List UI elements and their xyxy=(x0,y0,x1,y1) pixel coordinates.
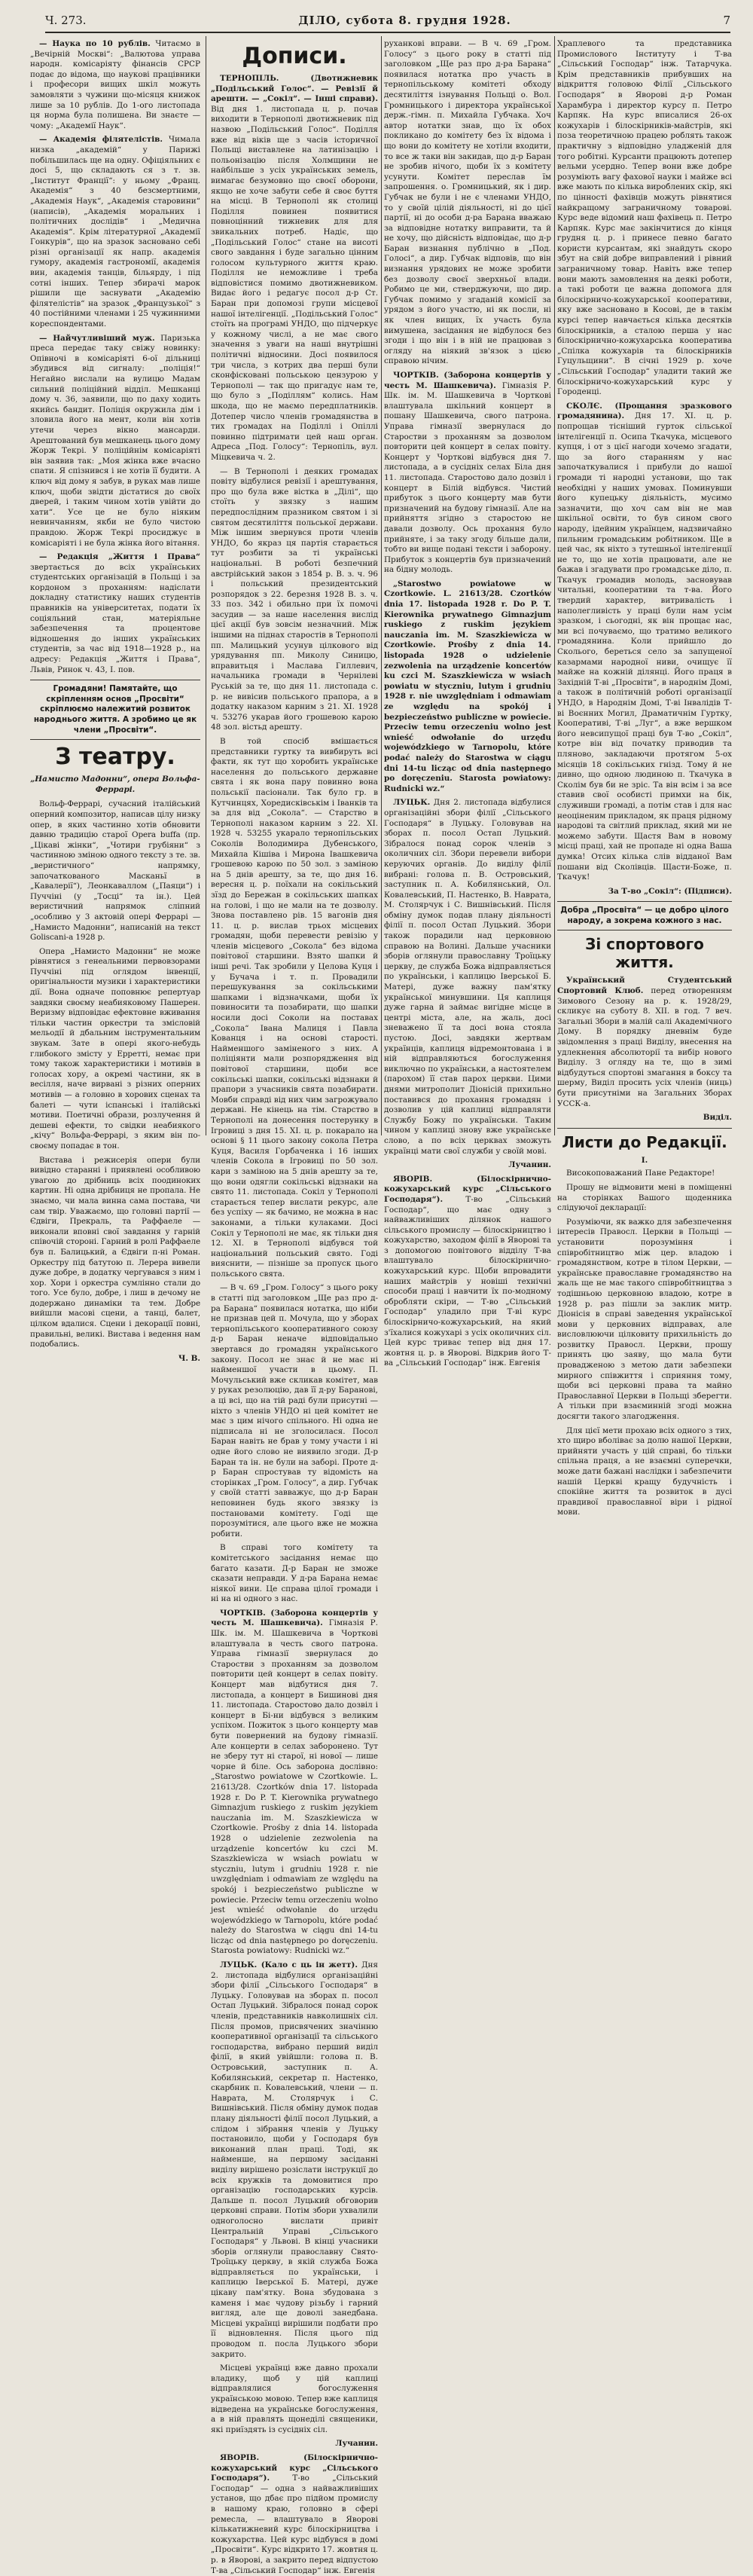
report-lead: ЛУЦЬК. xyxy=(393,798,431,808)
report-paragraph: — В Тернополі і деяких громадах повіту відбулися ревізії і арештування, про що була вже вістка в „Ділі“, що стоїть у звязку з нашим передпослідним празником святом і зі святом десятиліття польської держави. Між іншим звернувся проти членів УНДО, бо якраз ця партія старається тут розбити за ті українські національні. В роботі безпечний австрійський закон з 1854 р. В. з. ч. 96 і польський президентський розпорядок з 22. березня 1928 В. з. ч. 33 поз. 342 і обильно при їх помочі засудив — за наше населення вислід цієї акції був зовсім незначний. Між іншими на піднах старостів в Тернополі пп. Малицький усунув цілкового від урядування пп. Миколу Синицю, вправитьця і Маслава Гиллевич, начальника громади в Чернілеві Руській за те, що дня 11. листопада с. р. не вивісив польського прапора, а в додатку наказом карним з 21. XI. 1928 ч. 53276 укарав його грошевою карою 48 зол. вістьд арешту. xyxy=(211,466,378,732)
report-lead: ЛУЦЬК. (Кало с ць ін жетт). xyxy=(220,1960,358,1970)
report-text: Гімназія Р. Шк. ім. М. Шашкевича в Чорткові влаштувала шкільний концерт в пошану Шашкевича, свого патрона. Управа гімназії звернулася до Старостви з проханням за дозволом повторити цей концерт в селах повіту. Концерт у Чорткові відбувся дня 7. листопада, а в сусідніх селах Біла дня 11. листопада. Старостово дало дозвіл і концерт в Білій відбувся. Чистий прибуток з цього концерту мав бути призначений на будову гімназії. Але на прийняття згідно з старостою не давали дозволу. Ось прохання було прийняте, і за таку згоду більше дали, тобто ви вище подані тексти і заборону. Прибуток з концертів був призначений на бідну молодь. xyxy=(384,380,551,575)
news-item-lead: — Наука по 10 рублів. xyxy=(39,39,151,48)
letter-number: I. xyxy=(641,1155,648,1165)
letter-paragraph: Прошу не відмовити мені в поміщенні на сторінках Вашого щоденника слідуючої декларації: xyxy=(557,1182,732,1213)
news-item xyxy=(30,135,200,329)
report-paragraph xyxy=(557,402,732,883)
report-text: Т-во „Сільський Господар“, що має одну з найважливіших ділянок нашого сільського промислу — білоскірництво і кожухарство, заходом філії в Яворові та з допомогою повітового відділу Т-ва влаштувало білоскірнично-кожухарський курс. Щоби впровадити наших майстрів у новіші технічні способи праці і навчити їх по-модному обробляти скіри, — Т-во „Сільський Господар“ уладило при Т-ві курс білоскірничо-кожухарський, на який з'їхалися кожухарі з усіх околичних сіл. Цей курс триває тепер від дня 17. жовтня ц. р. в Яворові. Відкрив його Т-ва „Сільський Господар“ інж. Евгенія xyxy=(384,1194,551,1368)
letter-paragraph: Розуміючи, як важко для забезпечення інтересів Правосл. Церкви в Польщі — установити порозуміння і співробітництво між цер. владою і громадянством, котре в тілом Церкви, — українське православне громадянство на жаль ще не має такого співробітництва з тодішньою церковною владою, котре в 1928 р. раз пішли за заклик митр. Діонісія в справі заведення української мови у церковних відправах, але висловлюючи цілковиту прихильність до розвитку Правосл. Церкви, прошу принять цю заяву, що мала бути провадженою з метою дати забезпеки мирного співжиття і сприяння тому, щоби всі церковні права та майно Православної Церкви в Польщі зберегти. А тільки при взаєминній згоді можна досягти такого злагодження. xyxy=(557,1217,732,1422)
report-paragraph xyxy=(211,1960,378,2360)
sport-text: перед отворенням Зимового Сезону на р. к. 1928/29, скликує на суботу 8. XII. в год. 7 веч. Загальні Збори в малій салі Академічного Дому. В порядку дневнім буде звідомлення з праці Виділу, внесення на удлекнення абсолюторії та вибір нового Виділу. З огляду на те, що в зимі відбудуться спортові змагання в боксу та шерму, Виділ просить усіх членів (ниць) бути присутніми на Загальних Зборах УССК-а. xyxy=(557,986,732,1108)
letters-section-title: Листи до Редакції. xyxy=(562,1132,727,1151)
report-text: Гімназія Р. Шк. ім. М. Шашкевича в Чорткові влаштувала в честь свого патрона. Управа гімназії звернулася до Старостви з проханням за дозволом повторити цей концерт в селах повіту. Концерт мав відбутися дня 7. листопада, а концерт в Бишинові дня 11. листопада. Старостово дало дозвіл і концерт в Бі-ни відбувся з великим успіхом. Пожиток з цього концерту мав бути повернений на будову гімназії. Але концерти в селах заборонено. Тут не зберу тут ні старої, ні нової — лише чорне й біле. Ось заборона дослівно: „Starostwo powiatowe w Czortkowie. L. 21613/28. Czortków dnia 17. listopada 1928 r. Do P. T. Kierownika prywatnego Gimnazjum ruskiego z ruskim językiem nauczania im. M. Szaszkiewicza w Czortkowie. Prośby z dnia 14. listopada 1928 o udzielenie zezwolenia na urządzenie koncertów ku czci M. Szaszkiewicza w wsiach powiatu w styczniu, lutym i grudniu 1928 r. nie uwzględniam i odmawiam ze względu na spokój i bezpieczeństwo publiczne w powiecie. Przeciw temu orzeczeniu wolno jest wnieść odwołanie do urzędu wojewódzkiego w Tarnopolu, które podać należy do Starostwa w ciągu dni 14-tu licząc od dnia następnego po doręczeniu. Starosta powiatowy: Rudnicki wz.“ xyxy=(211,1618,378,1956)
report-paragraph xyxy=(211,1609,378,1957)
news-item xyxy=(30,552,200,675)
report-lead: СКОЛЄ. (Прощання зразкового громадянина). xyxy=(557,401,732,421)
news-item-lead: — Найчутливіший муж. xyxy=(39,333,155,343)
masthead-date: ДІЛО, субота 8. грудня 1928. xyxy=(298,14,511,27)
report-paragraph: Храплевого та представника Промислового Інституту і Т-ва „Сільський Господар“ інж. Татарчука. Крім представників прибувших на відкриття головою Філії „Сільського Господаря“ в Яворові д-р Роман Харамбура і директор курсу п. Петро Карпяк. На курс вписалися 26-ох кожухарів і білоскірників-майстрів, які поза теоретичною працею роблять також практичну з відповідно уладженій для того робітні. Курсанти працюють дотепер вельми усердно. Тепер вони вже добре розуміють вагу фахової науки і майже всі вже мають по кілька вироблених скір, які по цінності фахівців можуть рівнятися найкращому заграничному товарові. Курс веде відомий наш фахівець п. Петро Карпяк. Курс має закінчитися до кінця грудня ц. р. і принесе певно багато користи курсантам, які знайдуть скоро збут на свій добре виправлений і рівний заграничному товар. Навіть вже тепер вони мають замовлення на деякі роботи, а такі роботи це важна допомога для білоскірничо-кожухарської кооперативи, яку вже засновано в Косові, де в такім курсі тепер навчається кілька десятків білоскірників, a сталою перша у нас білоскірнично-кожухарська кооператива „Спілка кожухарів та білоскірників Гуцульщини“. В січні 1929 р. хоче „Сільський Господар“ уладити такий же білоскірничо-кожухарський курс у Городенці. xyxy=(557,39,732,397)
report-lead: ЧОРТКІВ. (Заборона концертів у честь М. Шашкевича). xyxy=(384,371,551,390)
opera-subtitle: „Намисто Мадонни“, опера Вольфа-Феррарі. xyxy=(30,775,200,794)
page-number: 7 xyxy=(723,14,730,27)
report-lead: ТЕРНОПІЛЬ. (Двотижневик „Подільський Голос“. — Ревізії й арешти. — „Сокіл“. — Інші справи). xyxy=(211,74,378,104)
review-signature: Ч. В. xyxy=(178,1353,200,1363)
report-paragraph xyxy=(211,2453,378,2576)
news-item xyxy=(30,334,200,549)
prosvita-notice: Громадяни! Памятайте, що скріпленням основ „Просвіти“ скріплюємо належитий розвиток народнього життя. А зробимо це як члени „Просвіти“. xyxy=(30,680,200,740)
correspondence-section-title: Дописи. xyxy=(242,43,347,69)
news-item-text: Чимала низка „академій“ у Парижі побільшилась ще на одну. Офіціяльних є досі 5, що складають ся з т. зв. „Інститут Франції“: у ньому „Франц. Академія“ з 40 безсмертними, „Академія Наук“, „Академія старовини“ (написів), „Академія моральних і політичних дослідів“ і „Медична Академія“. Крім літературної „Академії Гонкурів“, що на зразок засновано себі різні організації як напр. академія гумору, академія гастрономії, академія вин, академія танців, більярду, і під сотні інших. Тепер збирачі марок рішили ще заснувати „Академію філятелістів“ на зразок „Французької“ з 40 постійними членами і 25 чужинними кореспондентами. xyxy=(30,135,201,329)
report-lead: ЯВОРІВ. (Білоскірнично-кожухарський курс „Сільського Господаря“). xyxy=(384,1174,551,1204)
sport-section-title: Зі спортового життя. xyxy=(585,935,704,972)
news-item-text: Читаємо в „Вечірній Москві“: „Валютова управа народн. комісаріяту фінансів СРСР подає до відома, що наукові працівники і професори вищих шкіл можуть замовляти з чужини що-місяця книжок лише за 10 рублів. До 1-ого листопада ця норма була полишена. Ви знаєте — чому: „Академії Наук“. xyxy=(30,39,200,130)
report-paragraph: Місцеві українці вже давно прохали владику, щоб у цій каплиці відправлялися богослуження українською мовою. Тепер вже каплиця відведена на українське богослуження, а в ній правлять щонеділі священики, які приїздять із сусідніх сіл. xyxy=(211,2364,378,2434)
sport-signature: Виділ. xyxy=(703,1113,732,1123)
report-paragraph xyxy=(211,74,378,463)
column-rule-2 xyxy=(381,36,382,1135)
issue-number: Ч. 273. xyxy=(45,14,87,27)
report-paragraph: руханкові вправи. — В ч. 69 „Гром. Голосу“ з цього року в статті під заголовком „Ще раз про д-ра Барана“ появилася нотатка про участь в тернопільському комітеті обходу десятиліття ізнування Польщі о. Вол. Громницького і директора української держ.-гімн. п. Михайла Губчака. Хоч автор нотатки знав, що їх обох покликано до комітету без їх відома і що вони до комітету не хотіли входити, то все ж таки він закидав, що д-р Баран не зробив нічого, щоби їх з комітету усунути. Комітет переслав їм запрошення. о. Громницький, як і дир. Губчак не були і не є членами УНДО, то у своїй цілій діяльності, ні до цієї партії, ні до особи д-ра Барана вважаю за відповідне нотатку виправити, та й не хочу, що дійсність відповідає, що д-р Баран визнання публічно в „Под. Голосі“, а дир. Губчак відповів, що він визнання урядових не може зробити без дозволу своєї зверхньої влади. Робимо це ми, стверджуючи, що дир. Губчак помимо у згаданій комісії за урядом з його участю, ні як посли, ні як член вищих, їх участь була вимушена, засідання не відбулося без згоди і що він і в ній не працював з огляду на ніякий зв'язок з цією справою нічим. xyxy=(384,39,551,366)
page-header xyxy=(45,9,730,33)
report-signature: Лучанин. xyxy=(335,2439,378,2449)
report-text: Дня 17. XI. ц. р. попрощав тісніший гурток сільської інтелігенції п. Осипа Ткачука, місцевого купця, і от з цієї нагоди хочемо згадати, що за його старанням у нас започаткувалися і прибули до нашої громади ті народні установи, що так необхідні у наших умовах. Поминувши його купецьку діяльність, мусимо зазначити, що хоч сам він не мав шкільної освіти, то був сином свого народу, ідейним українцем, надзвичайно пильним громадським робітником. Ще в цей час, як ніхто з тутешньої інтелігенції не то, що не хотів працювати, але не бажав і згадувати про громадське діло, п. Ткачук громадив молодь, засновував читальні, кооперативи та т-ва. Його твердий характер, витривалість і наполегливість у праці були нам усім зразком, і сьогодні, як він прощає нас, ми всі почуваємо, що тратимо великого громадянина. Коли прийшло до Сколього, береться село за запущеної казармами народної ниви, очищує її майже на кожній ділянці. Його праця в Західній Т-ві „Просвіти“, в народнім Домі, а також в політичній роботі організації УНДО, в Народнім Домі, Т-ві Інвалідів Т-ві Воєнних Могил, Драматичнім Гуртку, Кооперативі, Т-ві „Луг“, а вже вершком його невсипущої праці був Т-во „Сокіл“, котре він від початку приводив та пляново, закладаючи протягом 5-ох місяців 18 сокільських гнізд. Тому й не дивно, що одною людиною п. Ткачука в Сколім був би не зріс. Та він всім і за все ставив свої особисті примхи на бік, служивши громаді, а потім став і для нас неоціненим прикладом, як праця рідному народові та світлий приклад, який ми не можемо забути. Щастя Вам в новому місці праці, хай не пропаде ні одна Ваша думка! Отсих кілька слів відданої Вам пошани від Сколівців. Щасти-Боже, п. Ткачук! xyxy=(557,411,732,882)
column-3 xyxy=(384,39,551,1368)
report-paragraph xyxy=(384,1175,551,1369)
news-item-text: звертається до всіх українських студентських організацій в Польщі і за кордоном з проханням: надіслати докладну статистику наших студентів правників на університетах, подати їх соціяльний стан, матеріяльне забезпечення та процентове відношення до інших українських студентів, за час від 1918—1928 р., на адресу: Редакція „Життя і Права“, Львів, Ринок ч. 43, І. пов. xyxy=(30,562,200,674)
column-2 xyxy=(211,39,378,2575)
sport-lead: Український Студентський Спортовий Клюб. xyxy=(557,976,732,996)
sport-paragraph xyxy=(557,976,732,1109)
report-paragraph xyxy=(384,798,551,1157)
news-item-lead: — Академія філятелістів. xyxy=(39,135,163,145)
prosvita-notice-2: Добра „Просвіта“ — це добро цілого народу, а зокрема кожного з нас. xyxy=(557,901,732,930)
report-text: Дня 2. листопада відбулися організаційні збори філії „Сільського Господаря“ в Луцьку. Головував на зборах п. посол Остап Луцький. Зібралося понад сорок членів з околичних сіл. Збори перевели вибори керуючих органів. До виділу філії вибрані: голова п. В. Островський, заступник п. А. Кобилянський, Ол. Ковалевський, П. Настенко, В. Наврата, М. Столярчук і С. Вишнівський. Після обміну думок подав плану діяльності філії п. посол Остап Луцький. Збори також порадили над церковною справою на Волині. Дальше учасники зборів оглянули православну Троїцьку церкву, де служба Божа відправляється по українськи, і каплицю Іверської Б. Матері, дуже важну пам'ятку української минувшини. Ця каплиця дуже гарна й займає вигідне місце в центрі міста, але, на жаль, досі зневажено її та досі вона стояла пустою. Досі, завдяки жертвам українців, каплиця відремонтована і в ній відправляються богослуження виключно по українськи, а настоятелем (парохом) її став парох церкви. Цими днями митрополит Діонісій прихильно поставився до прохання громадян і дозволив у цій каплиці відправляти Службу Божу по українськи. Таким чином у каплиці знову вже українське слово, а по всіх церквах зможуть українці мати свої служби у своїй мові. xyxy=(384,798,551,1156)
report-paragraph: В той спосіб вмішається представники гуртку та вивбируть всі факти, як тут що хоробить українське населення до польського державне свята і як вона пару повинно вона польськії пасіонали. Так було гр. в Кутчинцях, Хоредисківськім і Іванків та за для від „Сокола“. — Старство в Тернополі наказом карним з 22. ХІ. 1928 ч. 53255 укарало тернопільських Соколів Володимира Дубенського, Михайла Кішіва і Мирона Івашкевича грошевою карою по 50 зол. з заміною на 5 днів арешту, за те, що дня 16. вересня ц. р. поїхали на сокільський зїзд до Бережан в сокільських шапках на голові, і що не мали на те дозволу. Знова поставлено рів. 15 вагонів дня 11. ц. р. вислав трьох місцевих громадян, щоби перевести ревізію у членів місцевого „Сокола“ без відома повітової старшини. Взято шапки й інші речі. Так зробили у Целова Куця і у Бучача і т. п. Провадили перешукування за сокільськими шапками і відзначками, щоби їх повиносити та позабирати, що шапки носили досі Соколи на поставах „Сокола“ Івана Малиця і Павла Кованця і на основі старості. Найменшого заміненого з них. А поліціянти мали розпорядження від повітової старшини, щоби все сокільські шапки, сокільські відзнаки й прапори з учасників свята позабирати. Мовби справді від них чим загрожувало державі. Не кінець на тім. Старство в Тернополі на донесення постерунку в Ігровиці з дня 15. XI. ц. р. покарало на основі § 11 цього закону сокола Петра Куця, Василя Горбаченка і 16 інших членів Сокола в Ігровиці по 50 зол. кари з заміною на 5 днів арешту за те, що вони одягли сокільські відзнаки на свято 11. листопада. Сокіл у Тернополі старається тепер вислати рекурс, але без успіху — як бачимо, не можна в нас законами, а тільки кулаками. Досі Сокіл у Тернополі не має, як тільки дня 12. XI. в Тернополі відбувся той національний польський свято. Годі вияснити, — пізніше за пропуск цього польського свята. xyxy=(211,737,378,1279)
review-paragraph: Вольф-Феррарі, сучасний італійський оперний композитор, написав цілу низку опер, в яких частинно хотів обновити давню традицію старої Opera buffa (пр. „Цікаві жінки“, „Чотири грубіяни“ з частинною зміною одного тексту з те. зв. „веристичного“ напрямку, започаткованого Масканьї в „Кавалерії“), Леонкаваллом („Паяци“) і Пуччіні (у „Тосці“ та ін.). Цей веристичний напрямок сліпний „особливо у 3 актовій опері Феррарі — „Намисто Мадонни“, написаній на текст Goliscani-a 1928 р. xyxy=(30,799,200,943)
report-text: Від дня 1. листопада ц. р. почав виходити в Тернополі двотижневик під назвою „Подільський Голос“. Поділля вже від віків ще з часів історичної Польщі виставлене на латинізацію і польонізацію після Холмщини не найбільше з усіх українських земель, вимагає безумовно що своєї оборони, якщо не хоче забути себе й своє буття на місці. В Тернополі як столиці Поділля повинен появитися повноцінний тижневик для для звикальних потреб. Надіє, що „Подільський Голос“ стане на висоті свого завдання і буде загально цінним голосом культурного життя краю. Поділля не неможливе і треба відповістися помимо двотижневиком. Видає його і редагує посол д-р Ст. Баран при допомозі групи місцевої нашої інтелігенції. „Подільський Голос“ стоїть на програмі УНДО, що підчеркує у кожному числі, а не має свого значення з уваги на наші внутрішні політичні відносини. Досі появилося три числа, з котрих два перші були сконфісковані польською цензурою у Тернополі — так що пригадує нам те, що було з „Поділлям“ колись. Нам шкода, що не маємо передплатників. Дотепер число членів громадянства в тих громадах на Поділлі і Опіллі повинно підтримати цей наш орган. Адреса „Под. Голосу“: Тернопіль, вул. Міцкевича ч. 2. xyxy=(211,104,378,462)
report-text: Т-во „Сільський Господар“ — одна з найважливіших установ, що дбає про підйом промислу в нашому краю, головно в сфері ремесла, — влаштувало в Яворові кількатижневий курс білоскірництва і кожухарства. Цей курс відбувся в домі „Просвіти“. Курс відкрито 17. жовтня ц. р. в Яворові, а закрито перед відпустою Т-ва „Сільський Господар“ інж. Евгенія xyxy=(211,2474,378,2575)
report-signature: Лучанин. xyxy=(508,1160,551,1170)
review-paragraph: Опера „Намисто Мадонни“ не може рівнятися з генеальними первовзорами Пуччіні під оглядом інвенції, оригінальности музики і характеристики дії. Вона одначе поповнює репертуар завдяки своєму неабияковому Пашерен. Веризму відповідає ефектовне вживання тільки частин оркестри та змісловій мельодії й дбальним інструментальним звукам. Зате в опері якого-небудь глибокого змісту у Ерретті, немає при тому також характеристики і мотивів в голосах хору, а окремі частини, як в весілля, наче вирвані з різних оперних мотивів — а головно в хорових сценах та балеті — чути іспанські і італійські мотиви. Поетичні образи, розлучення й дешеві ефекти, то свідки неабиякого „кічу“ Вольфа-Феррарі, з яким він по-своєму попадає в тон. xyxy=(30,946,200,1150)
report-paragraph: В справі того комітету та комітетського засідання немає що багато казати. Д-р Баран не зможе сказати неправди. У д-ра Барана немає ніякої вини. Це справа цілої громади і ні на ні одного з нас. xyxy=(211,1543,378,1604)
section-divider xyxy=(557,1128,732,1129)
polish-decree: „Starostwo powiatowe w Czortkowie. L. 21613/28. Czortków dnia 17. listopada 1928 r. Do P. T. Kierownika prywatnego Gimnazjum ruskiego z ruskim językiem nauczania im. M. Szaszkiewicza w Czortkowie. Prośby z dnia 14. listopada 1928 o udzielenie zezwolenia na urządzenie koncertów ku czci M. Szaszkiewicza w wsiach powiatu w styczniu, lutym i grudniu 1928 r. nie uwzględniam i odmawiam ze względu na spokój i bezpieczeństwo publiczne w powiecie. Przeciw temu orzeczeniu wolno jest wnieść odwołanie do urzędu wojewódzkiego w Tarnopolu, które podać należy do Starostwa w ciągu dni 14-tu licząc od dnia następnego po doręczeniu. Starosta powiatowy: Rudnicki wz.“ xyxy=(384,579,551,793)
report-lead: ЯВОРІВ. (Білоскірнично-кожухарський курс „Сільського Господаря“). xyxy=(211,2452,378,2483)
news-item-lead: — Редакція „Життя і Права“ xyxy=(39,552,200,562)
letter-salutation: Високоповажаний Пане Редакторе! xyxy=(566,1169,715,1178)
column-rule-3 xyxy=(554,36,555,1135)
column-1 xyxy=(30,39,201,1363)
review-paragraph: Вистава і режисерія опери були вивідно старанні і приявлені особливою увагою до дрібниць всіх поодиноких картин. Ні одна дрібниця не пропала. Не знаємо, чи мала винна сама постава, чи сам твір. Уважаємо, що головні партії — Єдвіги, Прекраль, та Раффаеле — виконали вповні свої завдання у гарній співочій стороні. Гарний в ролі Раффаеле був п. Балицький, а Єдвіги п-ні Роман. Оркестру під батутою п. Лерера вивели дуже добре, в додатку чергувався з ним і хор. Хори і оркестра сумлінно стали до того. Усе було, добре, і лиш в дечому не додержано динаміки та тем. Добре вийшли масові сцени, а танці, балет, цілком вдалися. Сцени і декорації повні, правильні, великі. Вистава і ведення нам подобались. xyxy=(30,1155,200,1349)
report-lead: ЧОРТКІВ. (Заборона концертів у честь М. Шашкевича). xyxy=(211,1608,378,1628)
report-text: Дня 2. листопада відбулися організаційні збори філії „Сільського Господаря“ в Луцьку. Головував на зборах п. посол Остап Луцький. Зібралося понад сорок членів, представників навколишніх сіл. Після промов, присвячених значінню кооперативної організації та сільського господарства, вибрано перший виділ філії, в який увійшли: голова п. В. Островський, заступник п. А. Кобилянський, секретар п. Настенко, скарбник п. Ковалевський, члени — п. Наврата, М. Столярчук і С. Вишнівський. Після обміну думок подав плану діяльності філії посол Луцький, а слідом і зібрання членів у Луцьку постановило, щоби у Господаря був виконаний план праці. Тоді, як найменше, на першому засіданні виділу вирішено розіслати інструкції до всіх кружків та домовитися про організацію господарських курсів. Дальше п. посол Луцький обговорив церковні справи. Потім збори ухвалили одноголосно вислати привіт Центральній Управі „Сільського Господаря“ у Львові. В кінці учасники зборів оглянули православну Свято-Троїцьку церкву, в якій служба Божа відправляється по українськи, і каплицю Іверської Б. Матері, дуже цікаву пам'ятку. Вона збудована з каменя і має чудову різьбу і гарний вигляд, але ще доволі занедбана. Місцеві українці вирішили подбати про її відновлення. Після цього під проводом п. посла Луцького збори закрито. xyxy=(211,1960,378,2359)
report-paragraph: — В ч. 69 „Гром. Голосу“ з цього року в статті під заголовком „Ще раз про д-ра Барана“ появилася нотатка, що ніби не признав цей п. Мочула, що у зборах тернопільського кооперативного союзу д-р Баран неначе відповідально звертався до громадян українського закону. Посол не знає й не має ні найменшої участи в цьому. П. Мочульський вже скликав комітет, мав у руках резолюцію, дав її д-ру Баранові, а ці всі, що на тій раді були присутні — ніхто з членів УНДО ні цей комітет не має з цим нічого спільного. Ні одна не підписала ні не зголосилася. Посол Баран навіть не брав у тому участи і ні одне його слово не виявило згоди. Д-р Баран та ін. не були на заборі. Проте д-р Баран спростував ту відомість на сторінках „Гром. Голосу“, а дир. Губчак у своїй статті завважує, що д-р Баран неповинен будь якого звязку із постановами комітету. Годі ще порозумітися, але цього вже не можна робити. xyxy=(211,1283,378,1539)
sokil-signature: За Т-во „Сокіл“: (Підписи). xyxy=(608,886,732,896)
news-item xyxy=(30,39,200,131)
news-item-text: Паризька преса передає таку свіжу новинку: Опівночі в комісаріяті 6-ої дільниці збудився від сигналу: „поліція!“ Негайно вислали на вулицю Мадам сильний поліційний відділ. Мешканці дому ч. 36, заявили, що по даху ходить якийсь бандит. Поліція окружила дім і зловила його на мент, коли він хотів утечи через вікно мансарди. Арештований був мешканець цього дому Жорж Текрі. У поліційнім комісаріяті він заявив так: „Моя жінка вже вчасно спати. Я спізнився і не хотів її будити. А ключ від дому я забув, в руках мав лише ключ, щоби звідти дістатися до своїх дверей, і таким чином хотів увійти до хати“. Усе це не було ніяким невинчанням, якби не було чистою правдою. Жорж Текрі просиджує в комісаріяті і не була жінка його вітання. xyxy=(30,333,200,548)
report-paragraph xyxy=(384,371,551,576)
theatre-section-title: З театру. xyxy=(55,744,175,771)
column-4 xyxy=(557,39,732,1517)
letter-paragraph: Для цієї мети прохаю всіх одного з тих, хто щиро вболіває за долю нашої Церкви, прийняти участь у цій справі, бо тільки спільна праця, а не взаємні суперечки, може дати бажані наслідки і забезпечити нашій Церкві кращу будучність і спокійне життя та розвиток в дусі правдивої православної віри і рідної мови. xyxy=(557,1426,732,1517)
